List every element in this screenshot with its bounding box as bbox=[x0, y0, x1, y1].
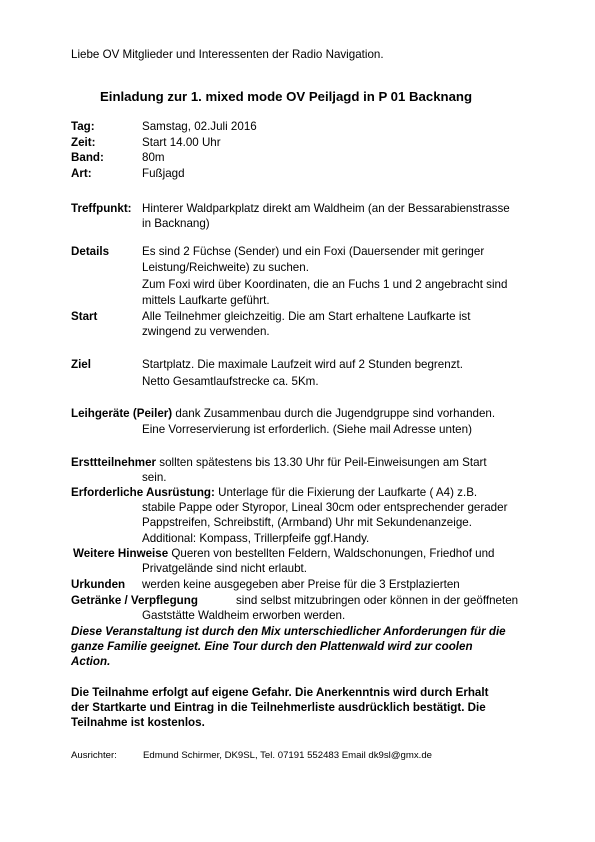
ausruestung-line: Additional: Kompass, Trillerpfeife ggf.Handy. bbox=[142, 532, 370, 545]
hinweise-label: Weitere Hinweise bbox=[73, 547, 169, 560]
leihgeraete-line bbox=[71, 406, 495, 422]
band-label: Band: bbox=[71, 151, 104, 164]
getraenke-line: Gaststätte Waldheim erworben werden. bbox=[142, 609, 346, 622]
highlight-line: Action. bbox=[71, 655, 111, 668]
urkunden-text: werden keine ausgegeben aber Preise für die 3 Erstplazierten bbox=[142, 578, 460, 591]
footer-contact: Edmund Schirmer, DK9SL, Tel. 07191 552483 Email dk9sl@gmx.de bbox=[143, 750, 433, 761]
tag-label: Tag: bbox=[71, 120, 95, 133]
treffpunkt-label: Treffpunkt: bbox=[71, 202, 132, 215]
footer-label: Ausrichter: bbox=[71, 750, 117, 761]
ausruestung-line: Pappstreifen, Schreibstift, (Armband) Uhr mit Sekundenanzeige. bbox=[142, 516, 472, 529]
details-line: Es sind 2 Füchse (Sender) und ein Foxi (Dauersender mit geringer bbox=[142, 245, 485, 258]
page-title: Einladung zur 1. mixed mode OV Peiljagd in P 01 Backnang bbox=[100, 89, 473, 104]
ziel-label: Ziel bbox=[71, 358, 91, 371]
details-line: Leistung/Reichweite) zu suchen. bbox=[142, 261, 309, 274]
urkunden-label: Urkunden bbox=[71, 578, 126, 591]
leihgeraete-label: Leihgeräte (Peiler) bbox=[71, 407, 173, 420]
zeit-label: Zeit: bbox=[71, 136, 96, 149]
highlight-line: ganze Familie geeignet. Eine Tour durch den Plattenwald wird zur coolen bbox=[71, 640, 473, 653]
tag-value: Samstag, 02.Juli 2016 bbox=[142, 120, 257, 133]
greeting: Liebe OV Mitglieder und Interessenten der Radio Navigation. bbox=[71, 48, 384, 61]
getraenke-line: sind selbst mitzubringen oder können in der geöffneten bbox=[236, 594, 519, 607]
start-line: zwingend zu verwenden. bbox=[142, 325, 270, 338]
details-line: mittels Laufkarte geführt. bbox=[142, 294, 270, 307]
art-value: Fußjagd bbox=[142, 167, 185, 180]
treffpunkt-line: Hinterer Waldparkplatz direkt am Waldheim (an der Bessarabienstrasse bbox=[142, 202, 510, 215]
ausruestung-line bbox=[71, 485, 477, 501]
start-line: Alle Teilnehmer gleichzeitig. Die am Start erhaltene Laufkarte ist bbox=[142, 310, 471, 323]
ersteilnehmer-line: sein. bbox=[142, 471, 167, 484]
disclaimer-line: Teilnahme ist kostenlos. bbox=[71, 716, 205, 729]
leihgeraete-text: dank Zusammenbau durch die Jugendgruppe sind vorhanden. bbox=[172, 407, 496, 420]
ausruestung-label: Erforderliche Ausrüstung: bbox=[71, 486, 215, 499]
ziel-line: Startplatz. Die maximale Laufzeit wird auf 2 Stunden begrenzt. bbox=[142, 358, 463, 371]
ausruestung-text: Unterlage für die Fixierung der Laufkarte ( A4) z.B. bbox=[214, 486, 478, 499]
art-label: Art: bbox=[71, 167, 92, 180]
hinweise-line: Privatgelände sind nicht erlaubt. bbox=[142, 562, 307, 575]
ersteilnehmer-text: sollten spätestens bis 13.30 Uhr für Peil-Einweisungen am Start bbox=[156, 456, 487, 469]
disclaimer-line: Die Teilnahme erfolgt auf eigene Gefahr. Die Anerkenntnis wird durch Erhalt bbox=[71, 686, 489, 699]
band-value: 80m bbox=[142, 151, 165, 164]
leihgeraete-line: Eine Vorreservierung ist erforderlich. (Siehe mail Adresse unten) bbox=[142, 423, 472, 436]
ausruestung-line: stabile Pappe oder Styropor, Lineal 30cm oder entsprechender gerader bbox=[142, 501, 508, 514]
ersteilnehmer-line bbox=[71, 455, 487, 471]
ersteilnehmer-label: Ersttteilnehmer bbox=[71, 456, 157, 469]
details-label: Details bbox=[71, 245, 110, 258]
zeit-value: Start 14.00 Uhr bbox=[142, 136, 221, 149]
ziel-line: Netto Gesamtlaufstrecke ca. 5Km. bbox=[142, 375, 319, 388]
hinweise-text: Queren von bestellten Feldern, Waldschonungen, Friedhof und bbox=[168, 547, 495, 560]
highlight-line: Diese Veranstaltung ist durch den Mix unterschiedlicher Anforderungen für die bbox=[71, 625, 506, 638]
start-label: Start bbox=[71, 310, 98, 323]
treffpunkt-line: in Backnang) bbox=[142, 217, 210, 230]
details-line: Zum Foxi wird über Koordinaten, die an Fuchs 1 und 2 angebracht sind bbox=[142, 278, 508, 291]
hinweise-line bbox=[73, 546, 495, 562]
disclaimer-line: der Startkarte und Eintrag in die Teilnehmerliste ausdrücklich bestätigt. Die bbox=[71, 701, 486, 714]
getraenke-label: Getränke / Verpflegung bbox=[71, 594, 198, 607]
